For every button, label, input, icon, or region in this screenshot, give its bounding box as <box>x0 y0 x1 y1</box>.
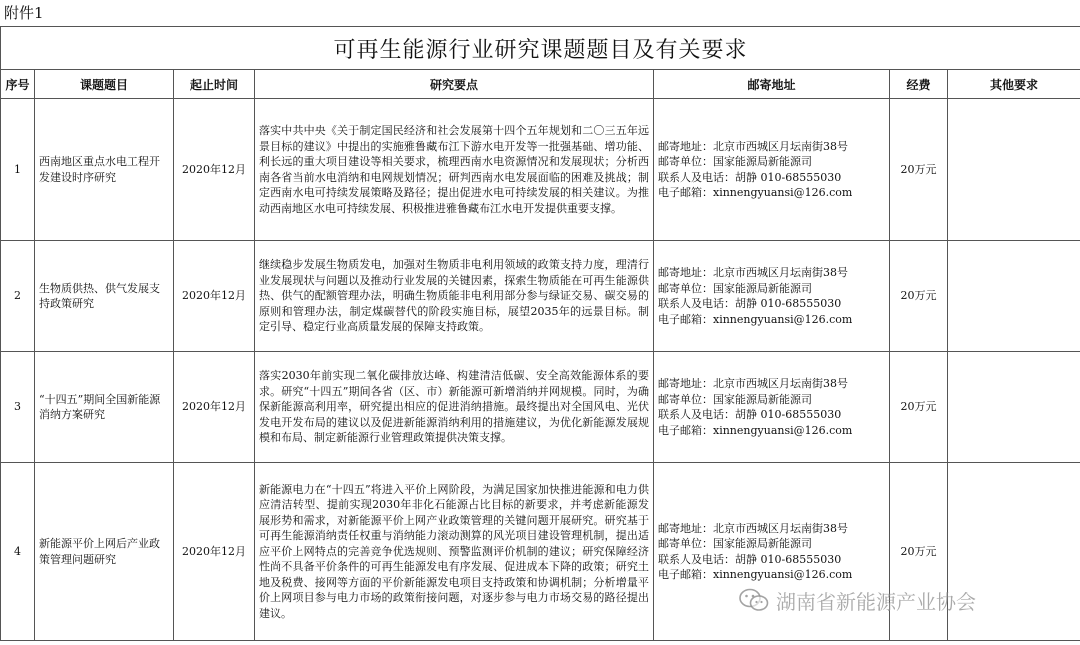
header-address: 邮寄地址 <box>654 70 890 99</box>
contact-line: 联系人及电话：胡静 010-68555030 <box>658 408 842 421</box>
wechat-icon <box>738 587 770 613</box>
address-line: 邮寄地址：北京市西城区月坛南街38号 <box>658 377 848 390</box>
row-number: 1 <box>1 99 35 241</box>
row-fee: 20万元 <box>890 99 948 241</box>
header-row <box>1 70 1080 99</box>
unit-line: 邮寄单位：国家能源局新能源司 <box>658 155 812 168</box>
row-time: 2020年12月 <box>174 241 255 352</box>
row-time: 2020年12月 <box>174 99 255 241</box>
address-line: 邮寄地址：北京市西城区月坛南街38号 <box>658 266 848 279</box>
row-fee: 20万元 <box>890 352 948 463</box>
header-other: 其他要求 <box>948 70 1080 99</box>
row-number: 2 <box>1 241 35 352</box>
contact-line: 联系人及电话：胡静 010-68555030 <box>658 170 842 184</box>
row-address <box>654 352 890 463</box>
table-row <box>1 352 1080 463</box>
address-line: 邮寄地址：北京市西城区月坛南街38号 <box>658 521 848 535</box>
contact-line: 联系人及电话：胡静 010-68555030 <box>658 552 842 566</box>
row-topic: 新能源平价上网后产业政策管理问题研究 <box>35 463 174 641</box>
row-topic: 西南地区重点水电工程开发建设时序研究 <box>35 99 174 241</box>
row-number: 4 <box>1 463 35 641</box>
row-points: 落实2030年前实现二氧化碳排放达峰、构建清洁低碳、安全高效能源体系的要求。研究“十四五”期间各省（区、市）新能源可新增消纳并网规模。同时，为确保新能源高利用率，研究提出相应的促进消纳措施。最终提出对全国风电、光伏发电开发布局的建议以及促进新能源消纳利用的措施建议，为优化新能源发展规模和布局、制定新能源行业管理政策提供决策支撑。 <box>255 352 654 463</box>
table-row <box>1 99 1080 241</box>
row-address <box>654 99 890 241</box>
topics-table <box>0 26 1080 641</box>
row-points: 继续稳步发展生物质发电，加强对生物质非电利用领域的政策支持力度，理清行业发展现状与问题以及推动行业发展的关键因素，探索生物质能在可再生能源供热、供气的配额管理办法，明确生物质能非电利用部分参与绿证交易、碳交易的原则和管理办法，制定煤碳替代的阶段实施目标，展望2035年的远景目标。制定引导、稳定行业高质量发展的保障支持政策。 <box>255 241 654 352</box>
row-number: 3 <box>1 352 35 463</box>
row-other <box>948 352 1080 463</box>
title-row <box>1 27 1080 70</box>
row-topic: 生物质供热、供气发展支持政策研究 <box>35 241 174 352</box>
email-line: 电子邮箱：xinnengyuansi@126.com <box>658 186 853 199</box>
email-line: 电子邮箱：xinnengyuansi@126.com <box>658 423 853 437</box>
watermark <box>738 584 1058 616</box>
unit-line: 邮寄单位：国家能源局新能源司 <box>658 281 812 295</box>
header-fee: 经费 <box>890 70 948 99</box>
header-no: 序号 <box>1 70 35 99</box>
header-topic: 课题题目 <box>35 70 174 99</box>
row-time: 2020年12月 <box>174 463 255 641</box>
table-row <box>1 241 1080 352</box>
email-line: 电子邮箱：xinnengyuansi@126.com <box>658 312 853 326</box>
unit-line: 邮寄单位：国家能源局新能源司 <box>658 537 812 550</box>
page-title: 可再生能源行业研究课题题目及有关要求 <box>1 27 1080 70</box>
attachment-label: 附件1 <box>4 4 44 22</box>
header-points: 研究要点 <box>255 70 654 99</box>
row-fee: 20万元 <box>890 241 948 352</box>
row-time: 2020年12月 <box>174 352 255 463</box>
row-points: 落实中共中央《关于制定国民经济和社会发展第十四个五年规划和二〇三五年远景目标的建议》中提出的实施雅鲁藏布江下游水电开发等一批强基础、增功能、利长远的重大项目建设等相关要求，梳理西南水电资源情况和发展现状；分析西南各省当前水电消纳和电网规划情况；研判西南水电发展面临的困难及挑战；制定西南水电可持续发展策略及路径；提出促进水电可持续发展的相关建议。为推动西南地区水电可持续发展、积极推进雅鲁藏布江水电开发提供重要支撑。 <box>255 99 654 241</box>
header-time: 起止时间 <box>174 70 255 99</box>
row-address <box>654 241 890 352</box>
row-points: 新能源电力在“十四五”将进入平价上网阶段，为满足国家加快推进能源和电力供应清洁转型、提前实现2030年非化石能源占比目标的新要求，并考虑新能源发展形势和需求，对新能源平价上网产业政策管理的关键问题开展研究。研究基于可再生能源消纳责任权重与消纳能力滚动测算的风光项目建设管理机制，提出适应平价上网特点的完善竞争优选规则、预警监测评价机制的建议；研究保障经济性尚不具备平价条件的可再生能源发电有序发展、促进成本下降的政策；研究土地及税费、接网等方面的平价新能源发电项目支持政策和协调机制；分析增量平价上网项目参与电力市场的政策衔接问题，对逐步参与电力市场交易的路径提出建议。 <box>255 463 654 641</box>
row-topic: “十四五”期间全国新能源消纳方案研究 <box>35 352 174 463</box>
row-other <box>948 99 1080 241</box>
unit-line: 邮寄单位：国家能源局新能源司 <box>658 392 812 406</box>
watermark-text: 湖南省新能源产业协会 <box>776 589 976 614</box>
row-fee: 20万元 <box>890 463 948 641</box>
row-other <box>948 241 1080 352</box>
address-line: 邮寄地址：北京市西城区月坛南街38号 <box>658 139 848 153</box>
contact-line: 联系人及电话：胡静 010-68555030 <box>658 297 842 310</box>
email-line: 电子邮箱：xinnengyuansi@126.com <box>658 568 853 581</box>
